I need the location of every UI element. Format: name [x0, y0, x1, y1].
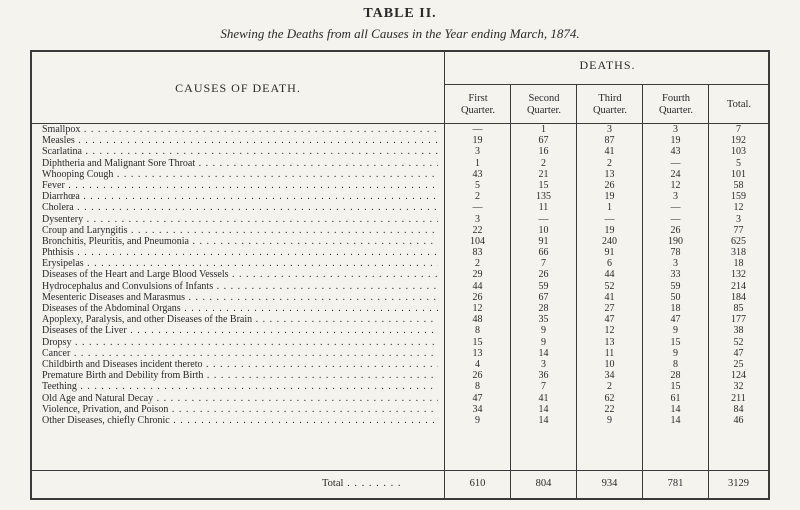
total-cell: 101 [731, 168, 746, 180]
q1-cell: 19 [472, 135, 483, 147]
q3-cell: 10 [604, 358, 615, 370]
cause-cell: Hydrocephalus and Convulsions of Infants . . . [42, 281, 438, 292]
total-cell: 32 [733, 381, 744, 393]
q3-cell: 52 [604, 280, 615, 292]
table-row [32, 359, 768, 370]
q3-cell: 240 [602, 235, 617, 247]
cause-cell: Diphtheria and Malignant Sore Throat . . . [42, 158, 438, 169]
q4-cell: 24 [670, 168, 681, 180]
q4-cell: — [670, 202, 681, 214]
total-row [32, 470, 768, 498]
q3-cell: 87 [604, 135, 615, 147]
q3-cell: 9 [607, 414, 612, 426]
cause-cell: Diseases of the Heart and Large Blood Vessels . . . [42, 269, 438, 280]
q4-cell: 8 [673, 358, 678, 370]
q1-cell: 2 [475, 258, 480, 270]
q2-cell: 21 [538, 168, 549, 180]
q2-cell: 14 [538, 414, 549, 426]
q3-cell: 44 [604, 269, 615, 281]
q1-cell: 34 [472, 403, 483, 415]
cause-cell: Whooping Cough . . . [42, 169, 438, 180]
q4-cell: — [670, 157, 681, 169]
total-cell: 192 [731, 135, 746, 147]
cause-cell: Croup and Laryngitis . . . [42, 225, 438, 236]
table-row [32, 247, 768, 258]
table-row [32, 158, 768, 169]
total-q3: 934 [601, 478, 618, 489]
q1-cell: 9 [475, 414, 480, 426]
q4-cell: 3 [673, 124, 678, 135]
total-q2: 804 [535, 478, 552, 489]
cause-cell: Dysentery . . . [42, 214, 438, 225]
total-cell: 124 [731, 370, 746, 382]
q3-cell: 47 [604, 314, 615, 326]
table-row [32, 214, 768, 225]
table-body [32, 124, 768, 426]
q2-cell: — [538, 213, 549, 225]
cause-cell: Premature Birth and Debility from Birth . . . [42, 370, 438, 381]
q1-cell: 12 [472, 303, 483, 314]
q2-cell: 11 [538, 202, 549, 214]
q2-cell: 16 [538, 146, 549, 158]
q4-cell: 50 [670, 291, 681, 303]
cause-cell: Erysipelas . . . [42, 258, 438, 269]
q2-cell: 66 [538, 247, 549, 259]
q3-cell: 34 [604, 370, 615, 382]
table-row [32, 292, 768, 303]
cause-cell: Mesenteric Diseases and Marasmus . . . [42, 292, 438, 303]
cause-cell: Diarrhœa . . . [42, 191, 438, 202]
q1-cell: 1 [475, 157, 480, 169]
q4-cell: 3 [673, 191, 678, 203]
cause-cell: Scarlatina . . . [42, 146, 438, 157]
q3-cell: 19 [604, 191, 615, 203]
total-cell: 214 [731, 280, 746, 292]
q3-cell: 27 [604, 303, 615, 314]
total-cell: 52 [733, 336, 744, 348]
q2-cell: 9 [541, 325, 546, 337]
q4-cell: 33 [670, 269, 681, 281]
q3-cell: 2 [607, 157, 612, 169]
mortality-table [30, 50, 770, 500]
table-row [32, 169, 768, 180]
q1-cell: — [472, 202, 483, 214]
header-third-quarter: Third Quarter. [592, 93, 628, 116]
q4-cell: 190 [668, 235, 683, 247]
q4-cell: 28 [670, 370, 681, 382]
table-row [32, 258, 768, 269]
q4-cell: 19 [670, 135, 681, 147]
cause-cell: Smallpox . . . [42, 124, 438, 135]
q1-cell: 26 [472, 291, 483, 303]
table-row [32, 404, 768, 415]
total-cell: 85 [733, 303, 744, 314]
q3-cell: 41 [604, 291, 615, 303]
total-cell: 7 [736, 124, 741, 135]
q1-cell: — [472, 124, 483, 135]
header-total: Total. [726, 99, 752, 110]
cause-cell: Teething . . . [42, 381, 438, 392]
q4-cell: 12 [670, 179, 681, 191]
q3-cell: 3 [607, 124, 612, 135]
q2-cell: 41 [538, 392, 549, 404]
q4-cell: — [670, 213, 681, 225]
total-cell: 132 [731, 269, 746, 281]
q2-cell: 7 [541, 258, 546, 270]
q3-cell: 6 [607, 258, 612, 270]
q1-cell: 48 [472, 314, 483, 326]
total-cell: 5 [736, 157, 741, 169]
q1-cell: 26 [472, 370, 483, 382]
q1-cell: 44 [472, 280, 483, 292]
cause-cell: Dropsy . . . [42, 337, 438, 348]
table-row [32, 124, 768, 135]
q1-cell: 2 [475, 191, 480, 203]
cause-cell: Cholera . . . [42, 202, 438, 213]
q4-cell: 43 [670, 146, 681, 158]
q2-cell: 14 [538, 403, 549, 415]
header-deaths: DEATHS. [579, 58, 636, 72]
q4-cell: 26 [670, 224, 681, 236]
total-cell: 184 [731, 291, 746, 303]
q3-cell: 19 [604, 224, 615, 236]
table-row [32, 135, 768, 146]
total-cell: 103 [731, 146, 746, 158]
total-cell: 177 [731, 314, 746, 326]
q2-cell: 36 [538, 370, 549, 382]
total-cell: 47 [733, 347, 744, 359]
total-cell: 38 [733, 325, 744, 337]
table-row [32, 191, 768, 202]
q1-cell: 15 [472, 336, 483, 348]
cause-cell: Bronchitis, Pleuritis, and Pneumonia . . . [42, 236, 438, 247]
table-row [32, 202, 768, 213]
q4-cell: 61 [670, 392, 681, 404]
q1-cell: 5 [475, 179, 480, 191]
q1-cell: 13 [472, 347, 483, 359]
q2-cell: 26 [538, 269, 549, 281]
q3-cell: — [604, 213, 615, 225]
q2-cell: 35 [538, 314, 549, 326]
q2-cell: 28 [538, 303, 549, 314]
table-row [32, 348, 768, 359]
total-cell: 25 [733, 358, 744, 370]
cause-cell: Phthisis . . . [42, 247, 438, 258]
q4-cell: 14 [670, 414, 681, 426]
q1-cell: 3 [475, 213, 480, 225]
q2-cell: 67 [538, 135, 549, 147]
cause-cell: Childbirth and Diseases incident thereto . . . [42, 359, 438, 370]
q4-cell: 3 [673, 258, 678, 270]
q4-cell: 59 [670, 280, 681, 292]
table-row [32, 281, 768, 292]
q3-cell: 22 [604, 403, 615, 415]
q1-cell: 29 [472, 269, 483, 281]
q1-cell: 22 [472, 224, 483, 236]
total-cell: 211 [731, 392, 746, 404]
q2-cell: 67 [538, 291, 549, 303]
total-cell: 77 [733, 224, 744, 236]
q1-cell: 47 [472, 392, 483, 404]
q2-cell: 14 [538, 347, 549, 359]
q3-cell: 13 [604, 168, 615, 180]
total-all: 3129 [728, 478, 749, 489]
q2-cell: 1 [541, 124, 546, 135]
q2-cell: 3 [541, 358, 546, 370]
q1-cell: 8 [475, 325, 480, 337]
q1-cell: 83 [472, 247, 483, 259]
cause-cell: Old Age and Natural Decay . . . [42, 393, 438, 404]
total-cell: 18 [733, 258, 744, 270]
q2-cell: 10 [538, 224, 549, 236]
q3-cell: 62 [604, 392, 615, 404]
table-subtitle: Shewing the Deaths from all Causes in the Year ending March, 1874. [220, 26, 580, 41]
cause-cell: Diseases of the Liver . . . [42, 325, 438, 336]
total-cell: 625 [731, 235, 746, 247]
q3-cell: 1 [607, 202, 612, 214]
table-row [32, 381, 768, 392]
table-title: TABLE II. [363, 6, 437, 21]
total-q4: 781 [667, 478, 684, 489]
q4-cell: 15 [670, 381, 681, 393]
table-row [32, 146, 768, 157]
q4-cell: 78 [670, 247, 681, 259]
cause-cell: Violence, Privation, and Poison . . . [42, 404, 438, 415]
table-row [32, 337, 768, 348]
header-second-quarter: Second Quarter. [526, 93, 562, 116]
header-causes: CAUSES OF DEATH. [175, 80, 301, 95]
q3-cell: 11 [604, 347, 615, 359]
table-row [32, 415, 768, 426]
header-fourth-quarter: Fourth Quarter. [658, 93, 694, 116]
cause-cell: Apoplexy, Paralysis, and other Diseases of the Brain . . . [42, 314, 438, 325]
table-row [32, 236, 768, 247]
table-row [32, 314, 768, 325]
q1-cell: 8 [475, 381, 480, 393]
total-cell: 58 [733, 179, 744, 191]
q1-cell: 3 [475, 146, 480, 158]
table-row [32, 393, 768, 404]
q2-cell: 2 [541, 157, 546, 169]
header-first-quarter: First Quarter. [460, 93, 496, 116]
q1-cell: 104 [470, 235, 485, 247]
q2-cell: 91 [538, 235, 549, 247]
q3-cell: 12 [604, 325, 615, 337]
q2-cell: 59 [538, 280, 549, 292]
q4-cell: 9 [673, 347, 678, 359]
cause-cell: Other Diseases, chiefly Chronic . . . [42, 415, 438, 426]
cause-cell: Measles . . . [42, 135, 438, 146]
total-cell: 159 [731, 191, 746, 203]
q2-cell: 135 [536, 191, 551, 203]
total-q1: 610 [469, 478, 486, 489]
q1-cell: 4 [475, 358, 480, 370]
cause-cell: Cancer . . . [42, 348, 438, 359]
table-row [32, 303, 768, 314]
q4-cell: 15 [670, 336, 681, 348]
q3-cell: 26 [604, 179, 615, 191]
q1-cell: 43 [472, 168, 483, 180]
table-row [32, 325, 768, 336]
q2-cell: 15 [538, 179, 549, 191]
total-cell: 84 [733, 403, 744, 415]
divider-deaths-header [444, 84, 768, 85]
total-cell: 318 [731, 247, 746, 259]
q3-cell: 91 [604, 247, 615, 259]
q2-cell: 7 [541, 381, 546, 393]
table-row [32, 370, 768, 381]
q3-cell: 41 [604, 146, 615, 158]
q4-cell: 14 [670, 403, 681, 415]
total-label: Total . . . [322, 478, 401, 489]
q3-cell: 2 [607, 381, 612, 393]
q4-cell: 9 [673, 325, 678, 337]
total-cell: 3 [736, 213, 741, 225]
cause-cell: Fever . . . [42, 180, 438, 191]
q4-cell: 18 [670, 303, 681, 314]
table-row [32, 269, 768, 280]
q3-cell: 13 [604, 336, 615, 348]
q2-cell: 9 [541, 336, 546, 348]
q4-cell: 47 [670, 314, 681, 326]
total-cell: 12 [733, 202, 744, 214]
table-row [32, 180, 768, 191]
total-cell: 46 [733, 414, 744, 426]
table-row [32, 225, 768, 236]
cause-cell: Diseases of the Abdominal Organs . . . [42, 303, 438, 314]
